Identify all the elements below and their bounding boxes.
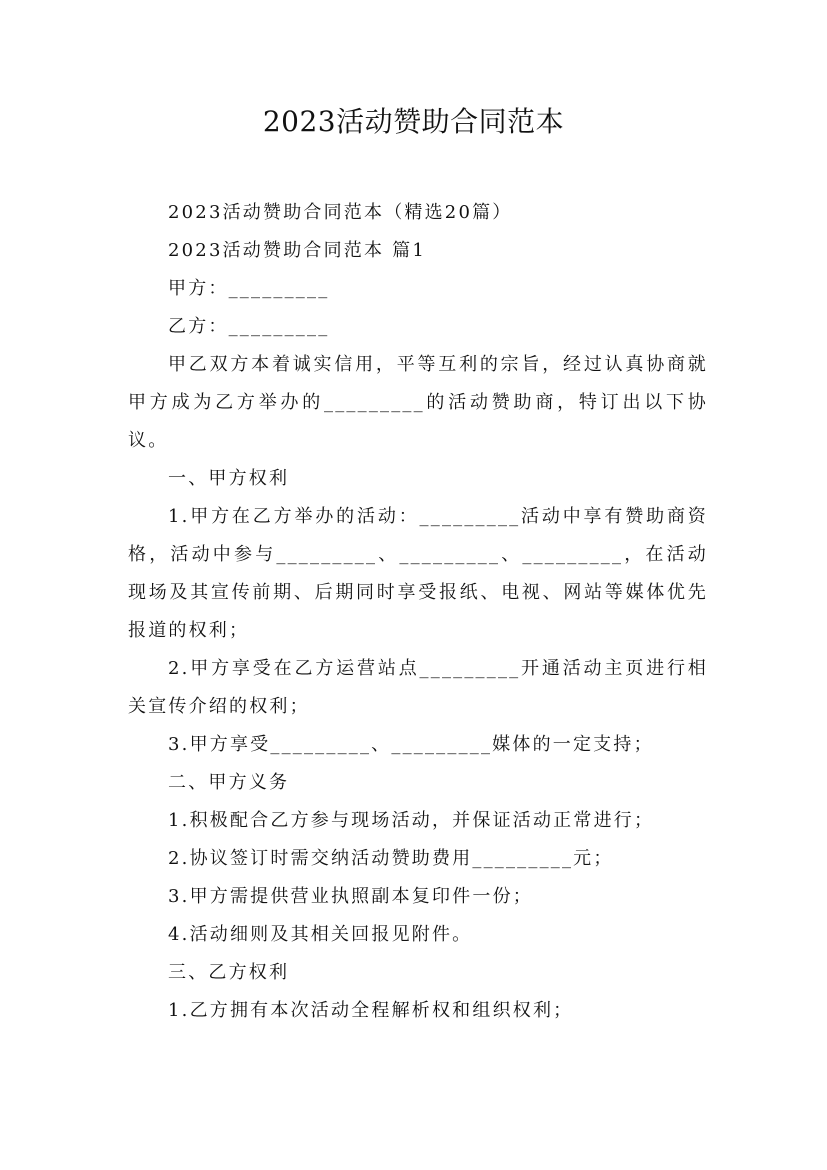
clause-a-rights-2: 2.甲方享受在乙方运营站点_________开通活动主页进行相关宣传介绍的权利； — [128, 658, 708, 717]
heading-party-b-rights: 三、乙方权利 — [168, 962, 290, 983]
clause-a-duties-4: 4.活动细则及其相关回报见附件。 — [168, 924, 473, 945]
clause-a-rights-3: 3.甲方享受_________、_________媒体的一定支持； — [168, 734, 654, 755]
clause-a-duties-1: 1.积极配合乙方参与现场活动，并保证活动正常进行； — [168, 810, 655, 831]
subtitle-paragraph: 2023活动赞助合同范本（精选20篇） — [168, 202, 513, 223]
clause-b-rights-1: 1.乙方拥有本次活动全程解析权和组织权利； — [168, 1000, 574, 1021]
clause-a-duties-2: 2.协议签订时需交纳活动赞助费用_________元； — [168, 848, 614, 869]
document-title: 2023活动赞助合同范本 — [262, 105, 565, 138]
section-heading-part1: 2023活动赞助合同范本 篇1 — [168, 240, 426, 261]
heading-party-a-duties: 二、甲方义务 — [168, 772, 290, 793]
document-body — [128, 194, 708, 1030]
preamble-paragraph: 甲乙双方本着诚实信用，平等互利的宗旨，经过认真协商就甲方成为乙方举办的_________的活动赞助商，特订出以下协议。 — [128, 354, 708, 451]
party-b-line: 乙方：_________ — [168, 316, 330, 337]
party-a-line: 甲方：_________ — [168, 278, 330, 299]
heading-party-a-rights: 一、甲方权利 — [168, 468, 290, 489]
clause-a-rights-1: 1.甲方在乙方举办的活动：_________活动中享有赞助商资格，活动中参与_________、_________、_________，在活动现场及其宣传前期、后期同时享受报纸、电视、网站等媒体优先报道的权利； — [128, 506, 708, 641]
clause-a-duties-3: 3.甲方需提供营业执照副本复印件一份； — [168, 886, 533, 907]
